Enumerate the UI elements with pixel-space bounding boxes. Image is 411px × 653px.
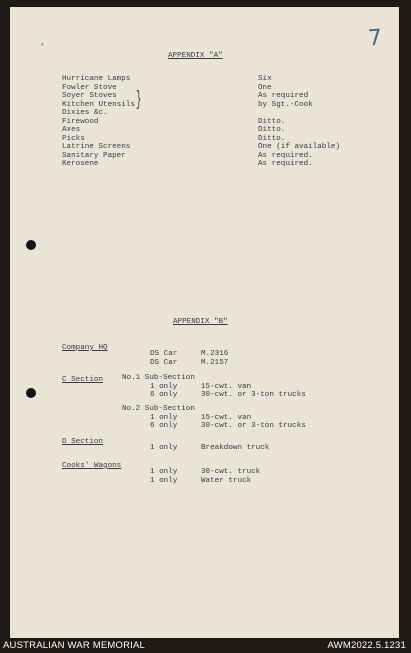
appendix-a-quantity: Ditto.: [258, 126, 286, 134]
appendix-a-item: Soyer Stoves: [62, 92, 117, 100]
c-section-label: C Section: [62, 376, 104, 384]
cooks-wagons-desc: Water truck: [201, 476, 252, 485]
company-hq-desc: M.2157: [201, 358, 229, 367]
c-section-desc: 30-cwt. or 3-ton trucks: [201, 391, 306, 399]
appendix-a-item: Dixies &c.: [62, 109, 108, 117]
appendix-b-heading: APPENDIX "B": [173, 318, 228, 326]
footer-accession-number: AWM2022.5.1231: [327, 640, 406, 651]
appendix-a-item: Kitchen Utensils: [62, 100, 135, 109]
d-section-desc: Breakdown truck: [201, 444, 270, 452]
c-section-desc: 30-cwt. or 3-ton trucks: [201, 422, 306, 430]
appendix-a-item: Latrine Screens: [62, 143, 131, 151]
d-section-label: D Section: [62, 438, 104, 446]
appendix-a-item: Hurricane Lamps: [62, 75, 131, 83]
appendix-a-quantity: As required: [258, 92, 309, 100]
company-hq-qty: DS Car: [150, 358, 178, 367]
c-section-qty: 1 only: [150, 382, 178, 391]
d-section-qty: 1 only: [150, 444, 178, 452]
punch-hole-bottom: [26, 388, 36, 398]
company-hq-qty: DS Car: [150, 350, 178, 358]
company-hq-label: Company HQ: [62, 344, 108, 352]
appendix-a-quantity: One (if available): [258, 143, 341, 151]
appendix-a-item: Picks: [62, 134, 85, 143]
c-section-qty: 6 only: [150, 391, 178, 399]
appendix-a-brace: }: [136, 89, 142, 112]
company-hq-desc: M.2316: [201, 350, 229, 358]
appendix-a-item: Kerosene: [62, 160, 99, 168]
appendix-a-item: Sanitary Paper: [62, 151, 126, 160]
sub-section-1-label: No.1 Sub-Section: [122, 374, 195, 382]
footer-institution: AUSTRALIAN WAR MEMORIAL: [3, 640, 146, 651]
cooks-wagons-label: Cooks' Wagons: [62, 462, 122, 470]
sub-section-2-label: No.2 Sub-Section: [122, 405, 195, 413]
cooks-wagons-qty: 1 only: [150, 468, 178, 476]
appendix-a-quantity: As required.: [258, 151, 313, 160]
c-section-desc: 15-cwt. van: [201, 382, 252, 391]
appendix-a-item: Fowler Stove: [62, 83, 117, 92]
c-section-qty: 6 only: [150, 422, 178, 430]
appendix-a-quantity: As required.: [258, 160, 313, 168]
punch-hole-top: [26, 240, 36, 250]
appendix-a-item: Axes: [62, 126, 81, 134]
appendix-a-quantity: Six: [258, 75, 272, 83]
appendix-a-quantity: by Sgt.-Cook: [258, 100, 313, 109]
pencil-tick-mark: ˒: [41, 40, 45, 51]
appendix-a-quantity: Ditto.: [258, 134, 286, 143]
handwritten-page-number: 7: [367, 25, 383, 52]
cooks-wagons-desc: 30-cwt. truck: [201, 468, 261, 476]
appendix-a-item: Firewood: [62, 117, 99, 126]
appendix-a-quantity: One: [258, 83, 272, 92]
appendix-a-heading: APPENDIX "A": [168, 52, 223, 60]
appendix-a-quantity: Ditto.: [258, 117, 286, 126]
cooks-wagons-qty: 1 only: [150, 476, 178, 485]
c-section-desc: 15-cwt. van: [201, 413, 252, 422]
c-section-qty: 1 only: [150, 413, 178, 422]
